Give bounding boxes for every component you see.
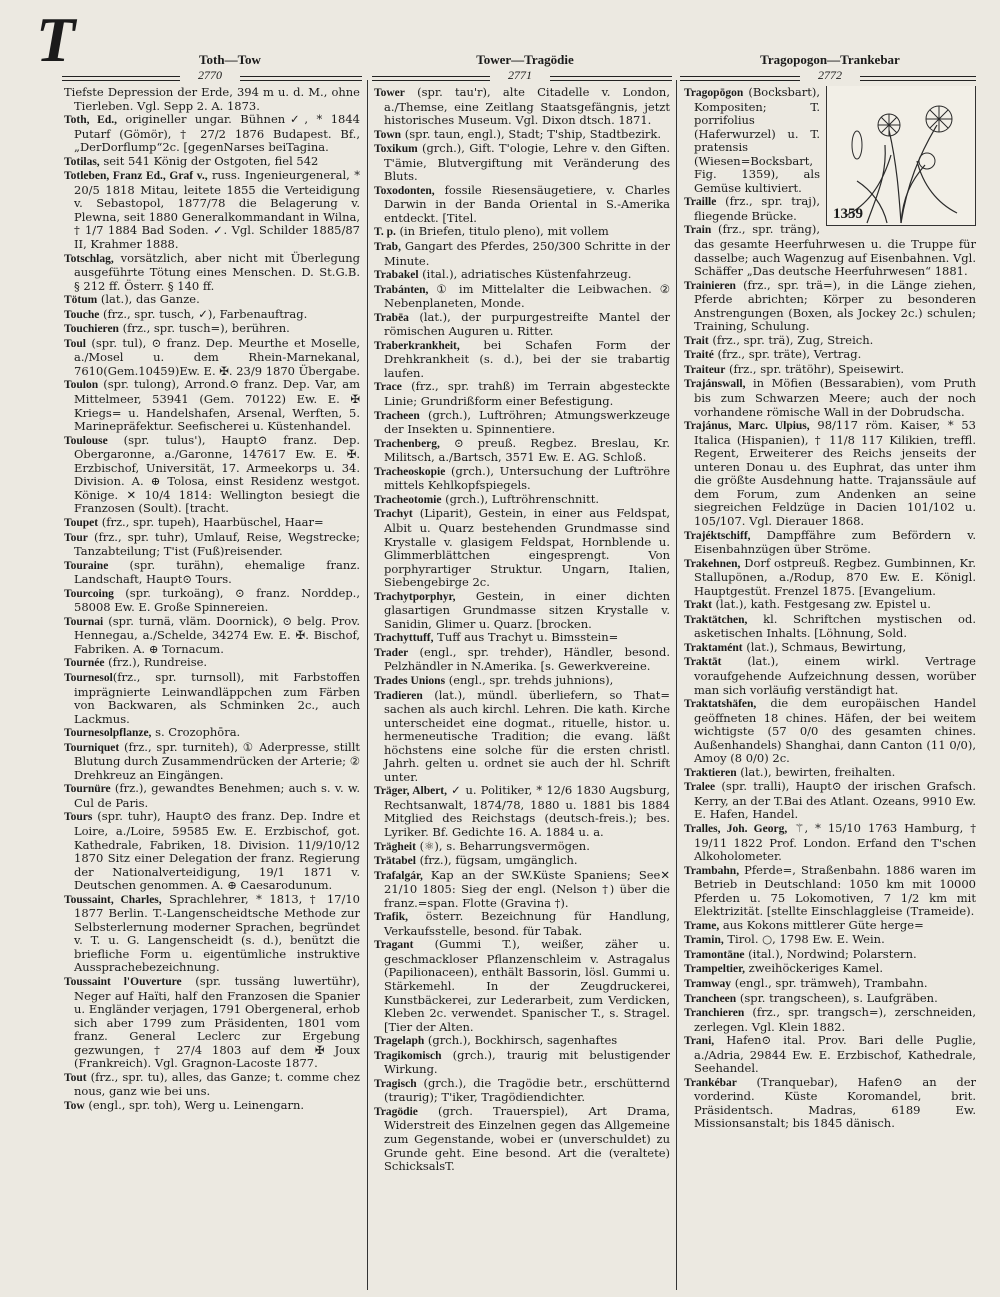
- entry-headword: Tournai: [64, 615, 104, 628]
- entry-headword: Traille: [684, 196, 717, 209]
- dictionary-entry: [64, 252, 360, 294]
- dictionary-entry: [684, 655, 976, 697]
- entry-body: fossile Riesensäugetiere, v. Charles Darwin in der Banda Oriental in S.-Amerika entdeckt. [Titel.: [384, 182, 670, 225]
- dictionary-entry: [374, 689, 670, 785]
- entry-headword: Tours: [64, 811, 93, 824]
- entry-headword: Touchieren: [64, 323, 119, 336]
- entry-headword: Tralee: [684, 781, 716, 794]
- entry-headword: Tramin,: [684, 934, 724, 947]
- entry-body: ① im Mittelalter die Leibwachen. ② Nebenplaneten, Monde.: [384, 281, 670, 311]
- entry-body: (frz., spr. trä=), in die Länge ziehen, Pferde abrichten; Körper zu besonderen Anstrengungen (Boxen, als Jockey 2c.) schulen; Training, Schulung.: [694, 277, 976, 334]
- entry-headword: Tournüre: [64, 783, 111, 796]
- dictionary-entry: [374, 184, 670, 226]
- dictionary-entry: [684, 780, 976, 822]
- entry-body: Pferde=, Straßenbahn. 1886 waren im Betrieb in Deutschland: 1050 km mit 10000 Pferden u. 75 Lokomotiven, 7 1/2 km mit Elektrizität. [stellte Einschlaggleise (Trameide).: [694, 862, 976, 919]
- dictionary-entry: [374, 869, 670, 911]
- entry-headword: Tramway: [684, 978, 732, 990]
- entry-body: 98/117 röm. Kaiser, * 53 Italica (Hispanien), † 11/8 117 Kilikien, treffl. Regent, Erweiterer des Reichs jenseits der unteren Donau u. des Euphrat, das unter ihm die größte Ausdehnung hatte. Trajanssäule auf dem Forum, zum Andenken an seine siegreichen Feldzüge in Dacien 101/102 u. 105/107. Vgl. Dierauer 1868.: [694, 418, 976, 528]
- dictionary-entry: [684, 933, 976, 948]
- running-head-left: Toth—Tow: [199, 52, 261, 67]
- entry-body: (grch.), Luftröhrenschnitt.: [441, 491, 599, 506]
- entry-body: russ. Ingenieurgeneral, * 20/5 1818 Mitau, leitete 1855 die Verteidigung v. Sebastopol, 1877/78 die Belagerung v. Plewna, seit 1880 Generalkommandant in Wilna, † 1/7 1884 Bad Soden. ✓. Vgl. Schilder 1885/87 II, Krahmer 1888.: [74, 168, 360, 252]
- entry-body: (ital.), Nordwind; Polarstern.: [744, 946, 917, 961]
- section-initial-letter: T: [36, 4, 76, 75]
- entry-body: (spr. tul), ⊙ franz. Dep. Meurthe et Moselle, a./Mosel u. dem Rhein-Marnekanal, 7610(Gem.10459)Ew. E. ✠. 23/9 1870 Übergabe.: [74, 335, 360, 378]
- dictionary-entry: [374, 854, 670, 869]
- dictionary-entry: [374, 910, 670, 938]
- entry-headword: Tourcoing: [64, 587, 114, 600]
- entry-body: (lat.), mündl. überliefern, so That= sachen als auch kirchl. Lehren. Die kath. Kirche unterscheidet eine dogmat., rituelle, histor. u. hermeneutische Tradition; die evang. läßt höchstens eine solche für die ersten christl. Jahrh. gelten u. ordnet sie auch der hl. Schrift unter.: [384, 687, 670, 784]
- entry-headword: Toth, Ed.,: [64, 114, 117, 127]
- entry-headword: Trampeltier,: [684, 963, 745, 976]
- dictionary-entry: [684, 766, 976, 781]
- entry-body: (frz.), gewandtes Benehmen; auch s. v. w. Cul de Paris.: [74, 781, 360, 810]
- entry-body: in Möfien (Bessarabien), vom Pruth bis zum Schwarzen Meere; auch der noch vorhandene römische Wall in der Dobrudscha.: [694, 376, 976, 419]
- running-head-middle: Tower—Tragödie: [476, 52, 574, 67]
- entry-body: Tuff aus Trachyt u. Bimsstein=: [433, 630, 619, 645]
- dictionary-entry: [684, 697, 976, 766]
- entry-headword: Traberkrankheit,: [374, 339, 460, 352]
- tragopogon-illustration: [826, 86, 976, 226]
- dictionary-entry: [64, 671, 360, 726]
- entry-body: (spr. trangscheen), s. Laufgräben.: [736, 990, 938, 1005]
- entry-body: ⊙ preuß. Regbez. Breslau, Kr. Militsch, a./Bartsch, 3571 Ew. E. AG. Schloß.: [384, 435, 670, 465]
- entry-headword: Traktätchen,: [684, 613, 748, 626]
- entry-headword: Trafalgár,: [374, 869, 423, 882]
- entry-headword: Tragopōgon: [684, 87, 744, 99]
- dictionary-entry: [64, 741, 360, 783]
- entry-body: (frz.), fügsam, umgänglich.: [415, 853, 578, 868]
- entry-headword: Trambahn,: [684, 864, 740, 877]
- entry-body: (Bocksbart), Kompositen; T. porrifolius (Haferwurzel) u. T. pratensis (Wiesen=Bocksbart, Fig. 1359), als Gemüse kultiviert.: [694, 86, 820, 195]
- page-number-middle: 2771: [490, 68, 550, 83]
- entry-body: (spr. taun, engl.), Stadt; T'ship, Stadtbezirk.: [401, 126, 662, 141]
- entry-headword: Trabánten,: [374, 283, 429, 296]
- entry-headword: Trajánus, Marc. Ulpius,: [684, 420, 810, 433]
- dictionary-entry: [684, 864, 976, 919]
- entry-body: (frz., spr. tuhr), Umlauf, Reise, Wegstrecke; Tanzabteilung; T'ist (Fuß)reisender.: [74, 529, 360, 559]
- entry-body: (engl., spr. trehds juhnions),: [445, 672, 614, 687]
- entry-headword: Totleben, Franz Ed., Graf v.,: [64, 170, 208, 183]
- entry-body: (grch.), Bockhirsch, sagenhaftes: [424, 1033, 618, 1048]
- dictionary-entry: [684, 919, 976, 934]
- entry-body: (grch.), Gift. T'ologie, Lehre v. den Giften. T'ämie, Blutvergiftung mit Veränderung des Bluts.: [384, 141, 670, 184]
- dictionary-entry: [64, 155, 360, 170]
- dictionary-entry: [64, 308, 360, 323]
- entry-headword: Trades Unions: [374, 674, 446, 687]
- entry-body: (lat.), kath. Festgesang zw. Epistel u.: [711, 597, 931, 612]
- entry-headword: Trait: [684, 334, 709, 347]
- entry-headword: Tranchieren: [684, 1007, 745, 1020]
- dictionary-entry: [64, 531, 360, 559]
- entry-body: (frz., spr. turnsoll), mit Farbstoffen imprägnierte Leinwandläppchen zum Färben von Backwaren, als Schminken 2c., auch Lackmus.: [74, 669, 360, 726]
- entry-body: Gangart des Pferdes, 250/300 Schritte in der Minute.: [384, 239, 670, 268]
- entry-headword: Tracheotomie: [374, 493, 442, 506]
- entry-headword: Tragödie: [374, 1105, 418, 1118]
- entry-headword: Toussaint l'Ouverture: [64, 976, 182, 988]
- entry-headword: Tracheoskopie: [374, 465, 446, 478]
- entry-body: (spr. turkoäng), ⊙ franz. Norddep., 58008 Ew. E. Große Spinnereien.: [74, 585, 360, 615]
- dictionary-entry: [64, 434, 360, 516]
- dictionary-entry: [374, 437, 670, 465]
- dictionary-entry: [64, 169, 360, 251]
- entry-headword: Touraine: [64, 559, 109, 572]
- entry-headword: Trätabel: [374, 855, 416, 868]
- entry-headword: Trainieren: [684, 279, 736, 292]
- entry-headword: Tracheen: [374, 409, 420, 422]
- entry-body: vorsätzlich, aber nicht mit Überlegung ausgeführte Tötung eines Menschen. D. St.G.B. § 212 ff. Österr. § 140 ff.: [74, 250, 360, 293]
- entry-body: (grch.), die Tragödie betr., erschütternd (traurig); T'iker, Tragödiendichter.: [384, 1075, 670, 1105]
- entry-headword: Trani,: [684, 1035, 715, 1048]
- entry-body: Gestein, in einer dichten glasartigen Grundmasse sitzen Krystalle v. Sanidin, Glimer u. Quarz. [brocken.: [384, 588, 670, 631]
- entry-headword: Trankébar: [684, 1076, 737, 1089]
- entry-headword: Trabēa: [374, 311, 409, 324]
- entry-headword: Toulon: [64, 379, 99, 392]
- running-head-right: Tragopogon—Trankebar: [760, 52, 900, 67]
- dictionary-entry: [684, 992, 976, 1007]
- dictionary-entry: [374, 142, 670, 184]
- entry-headword: Trancheen: [684, 992, 737, 1005]
- dictionary-entry: [684, 948, 976, 963]
- entry-headword: Trame,: [684, 919, 720, 932]
- entry-headword: Trachytporphyr,: [374, 590, 456, 603]
- dictionary-entry: [684, 223, 976, 278]
- dictionary-entry: [374, 283, 670, 311]
- entry-headword: Traktamént: [684, 641, 743, 654]
- dictionary-entry: [374, 631, 670, 646]
- entry-body: (engl., spr. toh), Werg u. Leinengarn.: [84, 1097, 305, 1112]
- entry-body: kl. Schriftchen mystischen od. asketischen Inhalts. [Löhnung, Sold.: [694, 611, 976, 641]
- entry-body: (engl., spr. trehder), Händler, besond. Pelzhändler in N.Amerika. [s. Gewerkvereine.: [384, 644, 670, 674]
- column-left: [64, 86, 360, 1291]
- dictionary-entry: [374, 674, 670, 689]
- dictionary-entry: [684, 363, 976, 378]
- entry-headword: Tradieren: [374, 689, 423, 702]
- dictionary-entry: [684, 334, 976, 349]
- dictionary-entry: [64, 810, 360, 892]
- entry-headword: Totschlag,: [64, 252, 114, 265]
- entry-body: (frz., spr. turniteh), ① Aderpresse, stillt Blutung durch Zusammendrücken der Arterie; ② Drehkreuz an Eingängen.: [74, 739, 360, 782]
- entry-body: origineller ungar. Bühnen✓, * 1844 Putarf (Gömör), † 27/2 1876 Budapest. Bf.,„DerDorflump“2c. [gegenNarses beiTagina.: [74, 112, 360, 155]
- entry-headword: Traktieren: [684, 766, 737, 779]
- dictionary-entry: [64, 782, 360, 810]
- column-right: [684, 86, 976, 1291]
- entry-headword: Trace: [374, 381, 402, 394]
- dictionary-entry: [64, 587, 360, 615]
- dictionary-entry: [684, 1006, 976, 1034]
- entry-headword: Trachyt: [374, 508, 413, 521]
- entry-body: (spr. turähn), ehemalige franz. Landschaft, Haupt⊙ Tours.: [74, 557, 360, 587]
- entry-body: s. Crozophōra.: [151, 725, 241, 740]
- dictionary-entry: [684, 377, 976, 419]
- entry-body: (grch.), Untersuchung der Luftröhre mittels Kehlkopfspiegels.: [384, 463, 670, 493]
- entry-headword: Tragisch: [374, 1077, 417, 1090]
- entry-headword: Tour: [64, 531, 88, 544]
- entry-headword: Tournesol: [64, 671, 113, 684]
- entry-body: (frz., spr. tusch, ✓), Farbenauftrag.: [99, 306, 308, 321]
- dictionary-entry: [64, 975, 360, 1071]
- dictionary-entry: [64, 378, 360, 433]
- dictionary-entry: [684, 348, 976, 363]
- dictionary-entry: [374, 311, 670, 339]
- entry-body: Tirol. ○, 1798 Ew. E. Wein.: [723, 932, 885, 947]
- entry-headword: Trader: [374, 646, 409, 659]
- dictionary-entry: [64, 559, 360, 587]
- dictionary-entry: [64, 322, 360, 337]
- dictionary-entry: [64, 656, 360, 671]
- column-rule-1: [367, 80, 368, 1290]
- dictionary-entry: [374, 1034, 670, 1049]
- entry-body: österr. Bezeichnung für Handlung, Verkaufsstelle, besond. für Tabak.: [384, 909, 670, 938]
- dictionary-entry: [684, 279, 976, 334]
- page-number-left: 2770: [180, 68, 240, 83]
- dictionary-entry: [374, 339, 670, 381]
- entry-body: (Gummi T.), weißer, zäher u. geschmackloser Pflanzenschleim v. Astragalus (Papilionaceen), enthält Bassorin, lösl. Gummi u. Stärkemehl. In der Zeugdruckerei, Kunstbäckerei, zur Lederarbeit, zum Verdicken, Kleben 2c. verwendet. Spanischer T., s. Stragel. [Tier der Alten.: [384, 937, 670, 1034]
- entry-headword: Tralles, Joh. Georg,: [684, 822, 788, 835]
- entry-headword: Trachyttuff,: [374, 632, 434, 645]
- entry-body: Sprachlehrer, * 1813, † 17/10 1877 Berlin. T.-Langenscheidtsche Methode zur Selbsterlernung moderner Sprachen, begründet v. T. u. G. Langenscheidt (s. d.), benützt die briefliche Form u. eigentümliche instruktive Aussprachebezeichnung.: [74, 891, 360, 975]
- entry-body: (grch.), traurig mit belustigender Wirkung.: [384, 1047, 670, 1077]
- entry-headword: Trakehnen,: [684, 557, 741, 570]
- entry-headword: Tournée: [64, 657, 105, 670]
- entry-body: (frz., spr. trä), Zug, Streich.: [708, 332, 874, 347]
- column-rule-2: [676, 80, 677, 1290]
- entry-headword: Trab,: [374, 241, 401, 254]
- entry-body: (⚛), s. Beharrungsvermögen.: [415, 838, 590, 853]
- dictionary-entry: [374, 1077, 670, 1105]
- entry-body: ⚚, * 15/10 1763 Hamburg, † 19/11 1822 Prof. London. Erfand den T'schen Alkoholometer.: [694, 820, 976, 864]
- entry-body: Dorf ostpreuß. Regbez. Gumbinnen, Kr. Stallupönen, a./Rodup, 870 Ew. E. Königl. Hauptgestüt. Frenzel 1875. [Evangelium.: [694, 555, 976, 598]
- entry-body: (spr. tralli), Haupt⊙ der irischen Grafsch. Kerry, an der T.Bai des Atlant. Ozeans, 9910 Ew. E. Hafen, Handel.: [694, 779, 976, 822]
- entry-headword: Tow: [64, 1099, 85, 1112]
- entry-headword: Totilas,: [64, 155, 100, 168]
- entry-body: (frz., spr. tusch=), berühren.: [118, 321, 290, 336]
- entry-headword: Touche: [64, 308, 100, 321]
- entry-headword: Tout: [64, 1071, 87, 1084]
- entry-headword: Tötum: [64, 294, 98, 307]
- entry-body: (lat.), der purpurgestreifte Mantel der römischen Auguren u. Ritter.: [384, 309, 670, 339]
- dictionary-entry: [684, 529, 976, 557]
- dictionary-entry: [64, 1099, 360, 1114]
- page-number-right: 2772: [800, 68, 860, 83]
- entry-headword: Trajéktschiff,: [684, 529, 751, 542]
- dictionary-entry: [374, 938, 670, 1034]
- dictionary-entry: [64, 113, 360, 155]
- dictionary-entry: [64, 516, 360, 531]
- dictionary-entry: [374, 465, 670, 493]
- entry-headword: Tragelaph: [374, 1035, 425, 1048]
- entry-body: (spr. tuhr), Haupt⊙ des franz. Dep. Indre et Loire, a./Loire, 59585 Ew. E. Erzbischof, got. Kathedrale, Fabriken, 18. Division. 11/9/10/12 1870 Sitz einer Delegation der franz. Regierung der Nationalverteidigung, 19/1 1871 v. Deutschen genommen. A. ⊕ Caesarodunum.: [74, 809, 360, 893]
- entry-body: (lat.), einem wirkl. Vertrage voraufgehende Aufzeichnung dessen, worüber man sich vorläufig verständigt hat.: [694, 654, 976, 697]
- entry-body: (frz., spr. traj), fliegende Brücke.: [694, 194, 820, 223]
- dictionary-entry: [374, 86, 670, 128]
- dictionary-entry: [64, 1071, 360, 1099]
- dictionary-entry: [684, 641, 976, 656]
- dictionary-entry: [684, 1034, 976, 1076]
- entry-headword: Trägheit: [374, 840, 416, 853]
- entry-body: Kap an der SW.Küste Spaniens; See✕ 21/10 1805: Sieg der engl. (Nelson †) über die franz.=span. Flotte (Gravina †).: [384, 867, 670, 910]
- entry-headword: Toupet: [64, 516, 99, 529]
- dictionary-entry: [374, 493, 670, 508]
- dictionary-entry: [374, 268, 670, 283]
- dictionary-entry: [374, 840, 670, 855]
- entry-headword: Toulouse: [64, 434, 108, 447]
- entry-body: (in Briefen, titulo pleno), mit vollem: [395, 224, 609, 239]
- entry-body: bei Schafen Form der Drehkrankheit (s. d.), bei der sie trabartig laufen.: [384, 337, 670, 380]
- entry-body: (frz., spr. tu), alles, das Ganze; t. comme chez nous, ganz wie bei uns.: [74, 1069, 360, 1099]
- entry-body: (frz., spr. trahß) im Terrain abgesteckte Linie; Grundrißform einer Befestigung.: [384, 379, 670, 409]
- entry-headword: Traktatshäfen,: [684, 698, 757, 711]
- entry-body: (grch. Trauerspiel), Art Drama, Widerstreit des Einzelnen gegen das Allgemeine zum Gegenstande, wobei er (unverschuldet) zu Grunde geht. Eine besond. Art die (veraltete) SchicksalsT.: [384, 1103, 670, 1174]
- dictionary-entry: [64, 86, 360, 113]
- entry-body: seit 541 König der Ostgoten, fiel 542: [99, 153, 319, 168]
- entry-body: (spr. tussäng luwertühr), Neger auf Haïti, half den Franzosen die Spanier u. Engländer verjagen, 1791 Obergeneral, erhob sich aber 1799 zum Präsidenten, 1801 vom franz. General Leclerc zur Ergebung gezwungen, † 27/4 1803 auf dem ✠ Joux (Frankreich). Vgl. Gragnon-Lacoste 1877.: [74, 974, 360, 1071]
- plant-drawing-icon: [827, 86, 975, 225]
- entry-body: Tiefste Depression der Erde, 394 m u. d. M., ohne Tierleben. Vgl. Sepp 2. A. 1873.: [64, 86, 360, 113]
- entry-headword: Tragikomisch: [374, 1049, 442, 1062]
- entry-body: (spr. tulong), Arrond.⊙ franz. Dep. Var, am Mittelmeer, 53941 (Gem. 70122) Ew. E. ✠ Kriegs= u. Handelshafen, Arsenal, Werften, 5. Marinepräfektur. Seefischerei u. Küstenhandel.: [74, 377, 360, 434]
- entry-headword: T. p.: [374, 226, 396, 239]
- dictionary-entry: [64, 293, 360, 308]
- dictionary-entry: [684, 1076, 976, 1131]
- entry-headword: Toxikum: [374, 143, 418, 156]
- entry-headword: Traktāt: [684, 656, 722, 669]
- entry-headword: Traiteur: [684, 363, 726, 376]
- entry-headword: Train: [684, 224, 712, 237]
- entry-body: aus Kokons mittlerer Güte herge=: [719, 917, 924, 932]
- entry-body: (spr. turnä, vläm. Doornick), ⊙ belg. Prov. Hennegau, a./Schelde, 34274 Ew. E. ✠. Bischof, Fabriken. A. ⊕ Tornacum.: [74, 613, 360, 656]
- entry-body: (ital.), adriatisches Küstenfahrzeug.: [418, 267, 632, 282]
- dictionary-entry: [684, 419, 976, 528]
- dictionary-entry: [374, 507, 670, 589]
- entry-headword: Tower: [374, 87, 405, 99]
- dictionary-entry: [374, 240, 670, 268]
- dictionary-entry: [374, 1049, 670, 1077]
- dictionary-entry: [64, 615, 360, 657]
- dictionary-entry: [374, 225, 670, 240]
- entry-headword: Tragant: [374, 939, 414, 952]
- entry-headword: Town: [374, 128, 402, 141]
- entry-body: (Liparit), Gestein, in einer aus Feldspat, Albit u. Quarz bestehenden Grundmasse sind Krystalle v. glasigem Feldspat, Hornblende u. Glimmerblättchen eingesprengt. Von porphyrartiger Struktur. Ungarn, Italien, Siebengebirge 2c.: [384, 506, 670, 590]
- dictionary-entry: [374, 1105, 670, 1174]
- entry-headword: Trafik,: [374, 911, 408, 924]
- entry-headword: Trakt: [684, 599, 712, 612]
- entry-body: (engl., spr. trämweh), Trambahn.: [731, 976, 928, 990]
- entry-headword: Traité: [684, 349, 714, 362]
- column-middle: [374, 86, 670, 1291]
- dictionary-entry: [374, 380, 670, 408]
- dictionary-entry: [64, 337, 360, 379]
- entry-body: (frz., spr. trangsch=), zerschneiden, zerlegen. Vgl. Klein 1882.: [694, 1005, 976, 1034]
- entry-body: (lat.), bewirten, freihalten.: [736, 764, 896, 779]
- entry-headword: Toussaint, Charles,: [64, 893, 162, 906]
- dictionary-entry: [374, 784, 670, 839]
- entry-headword: Träger, Albert,: [374, 785, 448, 798]
- entry-body: ✓ u. Politiker, * 12/6 1830 Augsburg, Rechtsanwalt, 1874/78, 1880 u. 1881 bis 1884 Mitglied des Reichstags (deutsch-freis.); bes. Lyriker. Bf. Gedichte 16. A. 1884 u. a.: [384, 783, 670, 839]
- entry-headword: Trajánswall,: [684, 378, 746, 391]
- entry-body: (frz., spr. trätöhr), Speisewirt.: [725, 361, 904, 376]
- entry-headword: Trachenberg,: [374, 437, 440, 450]
- entry-body: (frz., spr. träng), das gesamte Heerfuhrwesen u. die Truppe für dasselbe; auch Wagenzug auf Eisenbahnen. Vgl. Schäffer „Das deutsche Heerfuhrwesen“ 1881.: [694, 222, 976, 279]
- dictionary-entry: [374, 590, 670, 632]
- entry-body: (lat.), Schmaus, Bewirtung,: [742, 639, 907, 654]
- entry-body: (Tranquebar), Hafen⊙ an der vorderind. Küste Koromandel, brit. Präsidentsch. Madras, 6189 Ew. Missionsanstalt; bis 1845 dänisch.: [694, 1074, 976, 1131]
- entry-headword: Toul: [64, 337, 86, 350]
- entry-body: (grch.), Luftröhren; Atmungswerkzeuge der Insekten u. Spinnentiere.: [384, 407, 670, 437]
- dictionary-entry: [374, 128, 670, 143]
- dictionary-entry: [684, 598, 976, 613]
- entry-body: (spr. tau'r), alte Citadelle v. London, a./Themse, eine Zeitlang Staatsgefängnis, jetzt historisches Museum. Vgl. Dixon dtsch. 1871.: [384, 86, 670, 128]
- entry-body: Hafen⊙ ital. Prov. Bari delle Puglie, a./Adria, 29844 Ew. E. Erzbischof, Kathedrale, Seehandel.: [694, 1033, 976, 1076]
- entry-headword: Tramontāne: [684, 948, 745, 961]
- figure-number: 1359: [833, 206, 863, 223]
- entry-body: (frz.), Rundreise.: [104, 655, 208, 670]
- dictionary-entry: [684, 822, 976, 864]
- entry-body: (spr. tulus'), Haupt⊙ franz. Dep. Obergaronne, a./Garonne, 147617 Ew. E. ✠. Erzbischof, Universität, 17. Armeekorps u. 34. Division. A. ⊕ Tolosa, einst Residenz westgot. Könige. ✕ 10/4 1814: Wellington besiegt die Franzosen (Soult). [tracht.: [74, 432, 360, 516]
- dictionary-entry: [374, 646, 670, 674]
- entry-headword: Toxodonten,: [374, 184, 435, 197]
- entry-headword: Tourniquet: [64, 741, 120, 754]
- dictionary-entry: [64, 893, 360, 975]
- dictionary-entry: [64, 726, 360, 741]
- dictionary-entry: [684, 557, 976, 599]
- dictionary-entry: [684, 962, 976, 977]
- entry-body: Dampffähre zum Befördern v. Eisenbahnzügen über Ströme.: [694, 527, 976, 557]
- entry-headword: Trabakel: [374, 269, 419, 282]
- dictionary-entry: [684, 977, 976, 992]
- entry-body: (frz., spr. tupeh), Haarbüschel, Haar=: [98, 514, 324, 529]
- entry-body: die dem europäischen Handel geöffneten 18 chines. Häfen, der bei weitem wichtigste (57 0/0 des gesamten chines. Außenhandels) Shanghai, dann Canton (11 0/0), Amoy (8 0/0) 2c.: [694, 696, 976, 766]
- entry-body: zweihöckeriges Kamel.: [745, 961, 883, 976]
- entry-body: (lat.), das Ganze.: [97, 292, 200, 307]
- dictionary-entry: [374, 409, 670, 437]
- entry-body: (frz., spr. träte), Vertrag.: [713, 347, 862, 362]
- dictionary-entry: [684, 613, 976, 641]
- entry-headword: Tournesolpflanze,: [64, 727, 152, 740]
